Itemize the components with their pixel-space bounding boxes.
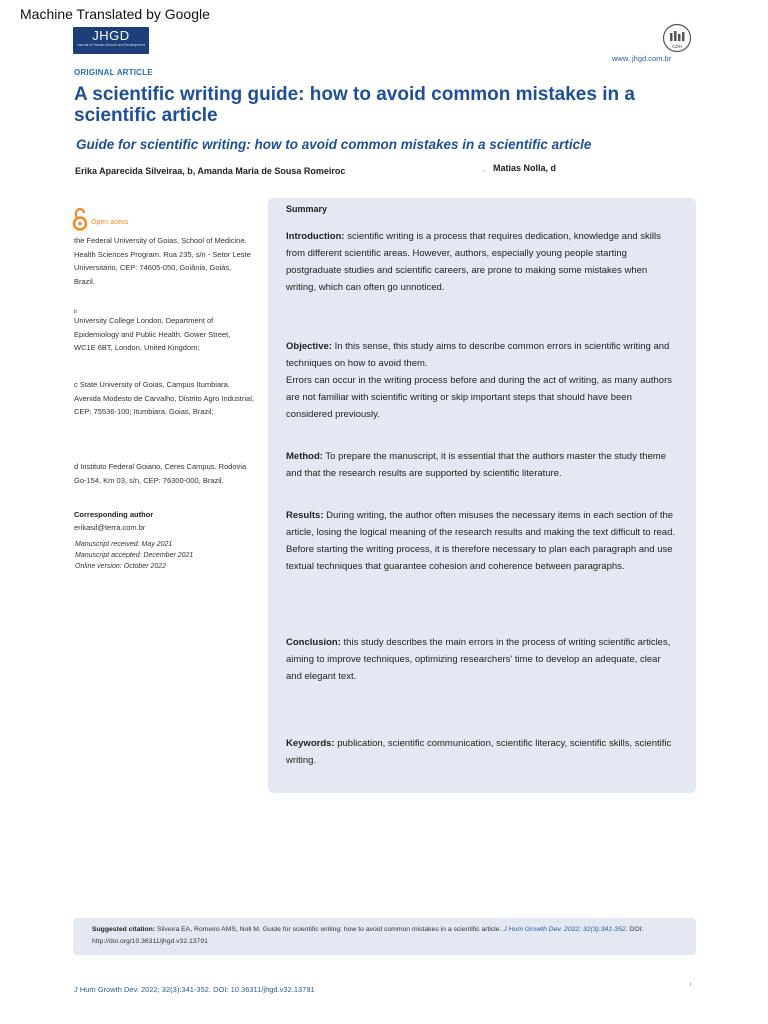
citation-doi[interactable]: DOI: http://doi.org/10.36311/jhgd.v32.13791 xyxy=(92,926,644,945)
citation-journal-link[interactable]: J Hum Growth Dev. 2022; 32(3):341-352. xyxy=(503,926,628,933)
open-access-label: Open acess xyxy=(91,219,129,226)
author-list-first: Erika Aparecida Silveiraa, b, Amanda Maria de Sousa Romeiroc xyxy=(75,166,346,176)
manuscript-received-date: Manuscript received: May 2021 xyxy=(75,541,173,548)
machine-translation-banner: Machine Translated by Google xyxy=(20,6,210,22)
summary-introduction xyxy=(286,228,678,296)
affiliation-d: d Instituto Federal Goiano, Ceres Campus. Rodovia Go-154, Km 03, s/n, CEP: 76300-000, Brazil. xyxy=(74,462,247,485)
article-type-label: ORIGINAL ARTICLE xyxy=(74,68,153,77)
results-text: During writing, the author often misuses the necessary items in each section of the article, losing the logical meaning of the research results and making the text difficult to read. Before starting the writing process, it is therefore necessary to plan each paragraph and use textual techniques that guarantee cohesion and coherence between paragraphs. xyxy=(286,510,676,572)
citation-label: Suggested citation: xyxy=(92,926,156,933)
corresponding-author-heading: Corresponding author xyxy=(74,510,154,519)
summary-conclusion xyxy=(286,634,678,685)
site-url-link[interactable]: www. jhgd.com.br xyxy=(612,54,672,63)
affiliation-a: the Federal University of Goias, School of Medicine. Health Sciences Program. Rua 235, s/n - Setor Leste Universitário, CEP: 74605-050, Goiânia, Goiás, Brazil. xyxy=(74,236,251,286)
cdh-seal-text: CDH xyxy=(672,44,682,49)
corresponding-author-email[interactable]: erikasil@terra.com.br xyxy=(74,523,146,532)
article-title: A scientific writing guide: how to avoid common mistakes in a scientific article xyxy=(74,84,635,126)
open-access-icon xyxy=(72,206,88,232)
method-label: Method: xyxy=(286,451,323,462)
footer-journal-reference[interactable]: J Hum Growth Dev. 2022; 32(3):341-352. DOI: 10.36311/jhgd.v32.13791 xyxy=(74,985,315,994)
citation-body: Silveira EA, Romeiro AMS, Noll M. Guide for scientific writing: how to avoid common mistakes in a scientific article. xyxy=(155,926,504,933)
keywords-text: publication, scientific communication, scientific literacy, scientific skills, scientific writing. xyxy=(286,738,672,766)
author-separator: , xyxy=(483,167,485,173)
suggested-citation xyxy=(92,924,682,948)
author-list-second: Matias Nolla, d xyxy=(493,163,557,173)
introduction-text: scientific writing is a process that requires dedication, knowledge and skills from different scientific areas. However, authors, especially young people starting postgraduate studies and scientific careers, are prone to making some mistakes when writing, which can often go unnoticed. xyxy=(286,231,661,293)
conclusion-label: Conclusion: xyxy=(286,637,341,648)
manuscript-accepted-date: Manuscript accepted: December 2021 xyxy=(75,552,194,559)
journal-logo[interactable] xyxy=(73,27,149,54)
journal-logo-text: JHGD xyxy=(92,28,130,43)
article-subtitle: Guide for scientific writing: how to avoid common mistakes in a scientific article xyxy=(76,137,592,152)
summary-method xyxy=(286,448,678,482)
keywords-label: Keywords: xyxy=(286,738,335,749)
introduction-label: Introduction: xyxy=(286,231,345,242)
summary-results xyxy=(286,507,678,575)
summary-objective xyxy=(286,338,678,423)
summary-heading: Summary xyxy=(286,204,328,214)
cdh-seal-icon xyxy=(662,23,692,53)
objective-label: Objective: xyxy=(286,341,332,352)
summary-keywords xyxy=(286,735,678,769)
affiliation-b-mark: b xyxy=(74,309,77,315)
online-version-date: Online version: October 2022 xyxy=(75,563,167,570)
objective-text: In this sense, this study aims to describe common errors in scientific writing and techniques on how to avoid them. xyxy=(286,341,670,369)
objective-text-continued: Errors can occur in the writing process before and during the act of writing, as many authors are not familiar with scientific writing or skip important steps that should have been considered previously. xyxy=(286,375,672,420)
affiliation-c: c State University of Goias, Campus Itumbiara. Avenida Modesto de Carvalho, Distrito Agro Industrial, CEP: 75536-100; Itumbiara, Goias, Brazil; xyxy=(74,380,254,416)
conclusion-text: this study describes the main errors in the process of writing scientific articles, aiming to improve techniques, optimizing researchers' time to develop an adequate, clear and elegant text. xyxy=(286,637,671,682)
method-text: To prepare the manuscript, it is essential that the authors master the study theme and that the research results are supported by scientific literature. xyxy=(286,451,666,479)
journal-logo-subtext: Journal of Human Growth and Development xyxy=(76,43,146,47)
footer-page-mark: ı xyxy=(690,982,692,988)
affiliation-b: University College London, Department of Epidemiology and Public Health. Gower Street, WC1E 6BT, London, United Kingdom; xyxy=(74,316,231,352)
results-label: Results: xyxy=(286,510,324,521)
